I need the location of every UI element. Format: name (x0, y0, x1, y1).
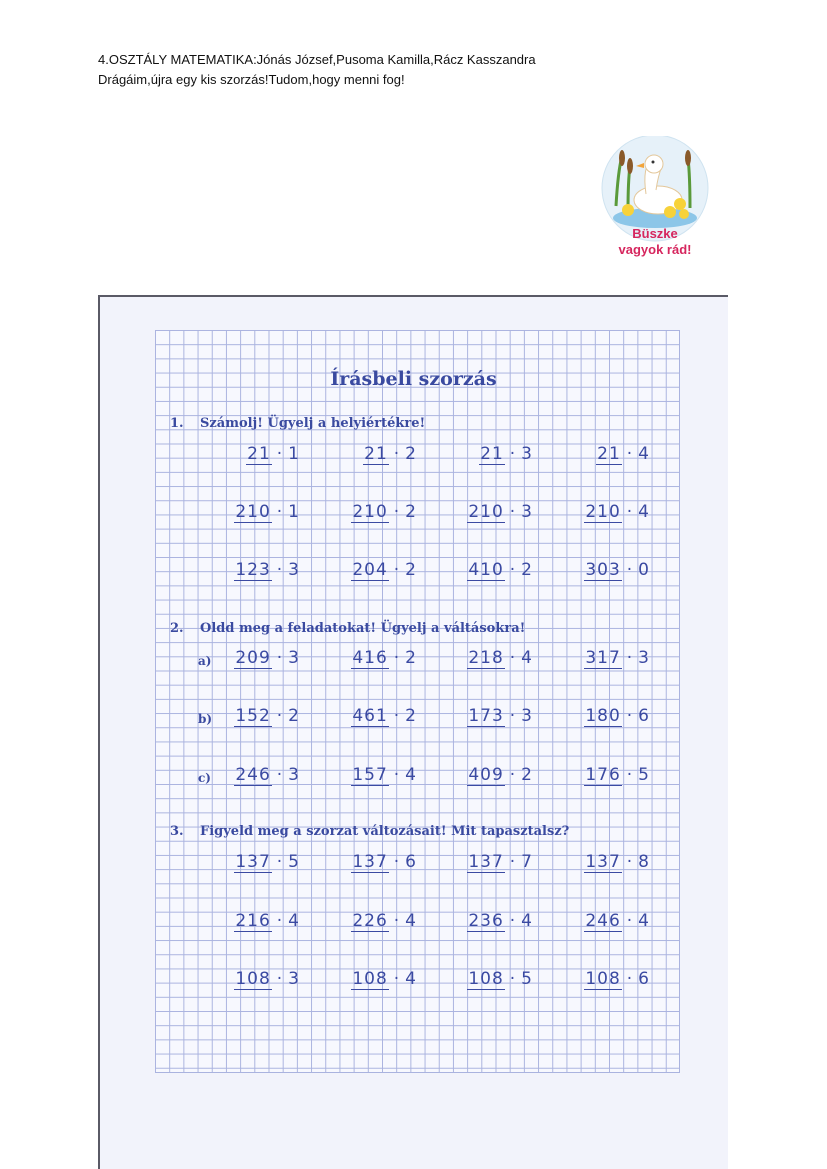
row-label: c) (198, 771, 211, 785)
multiplication-exercise (307, 765, 417, 785)
header-message: Drágáim,újra egy kis szorzás!Tudom,hogy menni fog! (98, 72, 405, 87)
multiplier: 3 (521, 444, 533, 464)
multiplier: 2 (405, 560, 417, 580)
multiplicand: 246 (235, 765, 271, 785)
multiply-sign: · (626, 502, 634, 522)
multiplicand: 152 (235, 706, 271, 726)
multiplication-exercise (190, 706, 300, 726)
multiplicand: 108 (235, 969, 271, 989)
multiply-sign: · (393, 765, 401, 785)
multiplier: 0 (638, 560, 650, 580)
multiplicand: 416 (352, 648, 388, 668)
multiplicand: 218 (468, 648, 504, 668)
multiplicand: 303 (585, 560, 621, 580)
multiplication-exercise (540, 502, 650, 522)
multiplicand: 204 (352, 560, 388, 580)
multiplication-exercise (190, 765, 300, 785)
multiply-sign: · (276, 502, 284, 522)
multiplicand: 176 (585, 765, 621, 785)
multiplier: 2 (405, 648, 417, 668)
page-header (98, 50, 536, 90)
multiply-sign: · (626, 444, 634, 464)
multiply-sign: · (276, 560, 284, 580)
multiplication-exercise (540, 765, 650, 785)
multiplier: 2 (521, 765, 533, 785)
multiply-sign: · (276, 852, 284, 872)
multiplier: 5 (638, 765, 650, 785)
multiplication-exercise (307, 911, 417, 931)
multiplication-exercise (307, 560, 417, 580)
multiplication-exercise (190, 852, 300, 872)
row-label: a) (198, 654, 212, 668)
multiply-sign: · (626, 560, 634, 580)
multiply-sign: · (626, 648, 634, 668)
multiply-sign: · (393, 911, 401, 931)
multiply-sign: · (509, 560, 517, 580)
multiplicand: 21 (480, 444, 504, 464)
multiply-sign: · (626, 852, 634, 872)
multiplicand: 137 (585, 852, 621, 872)
task-instruction: Oldd meg a feladatokat! Ügyelj a váltásokra! (200, 621, 526, 636)
multiply-sign: · (276, 706, 284, 726)
multiplicand: 209 (235, 648, 271, 668)
badge-line1: Büszke (632, 226, 678, 241)
multiplication-exercise (190, 560, 300, 580)
multiplier: 3 (521, 502, 533, 522)
multiply-sign: · (276, 648, 284, 668)
multiply-sign: · (509, 852, 517, 872)
multiply-sign: · (509, 969, 517, 989)
multiply-sign: · (393, 502, 401, 522)
multiplicand: 246 (585, 911, 621, 931)
multiplier: 6 (405, 852, 417, 872)
multiplier: 2 (405, 444, 417, 464)
multiply-sign: · (276, 444, 284, 464)
multiplicand: 108 (585, 969, 621, 989)
multiply-sign: · (509, 502, 517, 522)
multiplier: 6 (638, 706, 650, 726)
multiplier: 4 (405, 765, 417, 785)
multiplication-exercise (540, 560, 650, 580)
multiplicand: 410 (468, 560, 504, 580)
task-number: 2. (170, 621, 184, 636)
multiply-sign: · (509, 765, 517, 785)
multiplicand: 236 (468, 911, 504, 931)
multiplication-exercise (190, 648, 300, 668)
multiplier: 4 (638, 444, 650, 464)
multiplication-exercise (423, 765, 533, 785)
task-heading-2 (170, 621, 525, 636)
task-heading-1 (170, 416, 425, 431)
multiplicand: 137 (235, 852, 271, 872)
multiply-sign: · (626, 706, 634, 726)
multiplicand: 210 (352, 502, 388, 522)
multiplicand: 226 (352, 911, 388, 931)
task-instruction: Figyeld meg a szorzat változásait! Mit tapasztalsz? (200, 824, 570, 839)
header-title: 4.OSZTÁLY MATEMATIKA:Jónás József,Pusoma Kamilla,Rácz Kasszandra (98, 52, 536, 67)
multiplication-exercise (423, 560, 533, 580)
multiplicand: 461 (352, 706, 388, 726)
multiplicand: 173 (468, 706, 504, 726)
multiplier: 5 (521, 969, 533, 989)
multiplication-exercise (423, 911, 533, 931)
multiplicand: 317 (585, 648, 621, 668)
multiplication-exercise (190, 969, 300, 989)
multiply-sign: · (393, 852, 401, 872)
multiplier: 4 (521, 648, 533, 668)
multiplier: 4 (638, 502, 650, 522)
duck-family-icon (598, 136, 712, 266)
multiplicand: 108 (352, 969, 388, 989)
badge-line2: vagyok rád! (618, 242, 692, 257)
multiply-sign: · (276, 911, 284, 931)
multiplication-exercise (190, 911, 300, 931)
multiply-sign: · (626, 911, 634, 931)
task-number: 1. (170, 416, 184, 431)
multiplicand: 21 (364, 444, 388, 464)
multiplication-exercise (540, 706, 650, 726)
multiplication-exercise (423, 706, 533, 726)
multiply-sign: · (393, 969, 401, 989)
multiply-sign: · (393, 560, 401, 580)
multiplier: 4 (405, 911, 417, 931)
multiplication-exercise (423, 969, 533, 989)
multiply-sign: · (509, 706, 517, 726)
multiplier: 4 (288, 911, 300, 931)
multiplier: 3 (288, 765, 300, 785)
multiplier: 4 (638, 911, 650, 931)
multiplier: 1 (288, 444, 300, 464)
multiplier: 3 (288, 560, 300, 580)
multiplicand: 137 (468, 852, 504, 872)
worksheet-title: Írásbeli szorzás (330, 368, 497, 390)
multiplication-exercise (307, 648, 417, 668)
multiply-sign: · (509, 911, 517, 931)
multiply-sign: · (276, 765, 284, 785)
multiply-sign: · (626, 969, 634, 989)
multiplicand: 157 (352, 765, 388, 785)
task-instruction: Számolj! Ügyelj a helyiértékre! (200, 416, 426, 431)
multiplication-exercise (423, 648, 533, 668)
multiplication-exercise (423, 852, 533, 872)
multiplicand: 409 (468, 765, 504, 785)
multiplicand: 180 (585, 706, 621, 726)
multiplication-exercise (307, 969, 417, 989)
multiplier: 3 (638, 648, 650, 668)
multiply-sign: · (509, 444, 517, 464)
grid-paper (155, 330, 680, 1073)
multiplication-exercise (307, 852, 417, 872)
multiplier: 7 (521, 852, 533, 872)
multiply-sign: · (393, 444, 401, 464)
multiplicand: 137 (352, 852, 388, 872)
multiplicand: 210 (585, 502, 621, 522)
multiplier: 8 (638, 852, 650, 872)
multiply-sign: · (626, 765, 634, 785)
multiplication-exercise (540, 444, 650, 464)
multiplication-exercise (190, 502, 300, 522)
multiplication-exercise (540, 969, 650, 989)
multiplier: 2 (405, 706, 417, 726)
multiplication-exercise (540, 852, 650, 872)
multiplication-exercise (540, 911, 650, 931)
multiplier: 4 (405, 969, 417, 989)
multiply-sign: · (393, 648, 401, 668)
multiplication-exercise (423, 502, 533, 522)
multiply-sign: · (276, 969, 284, 989)
multiplicand: 216 (235, 911, 271, 931)
multiplicand: 210 (235, 502, 271, 522)
multiplier: 3 (521, 706, 533, 726)
multiplier: 2 (521, 560, 533, 580)
row-label: b) (198, 712, 213, 726)
multiplier: 3 (288, 969, 300, 989)
multiplicand: 123 (235, 560, 271, 580)
multiply-sign: · (393, 706, 401, 726)
multiplier: 2 (405, 502, 417, 522)
multiplicand: 21 (247, 444, 271, 464)
multiplier: 5 (288, 852, 300, 872)
multiply-sign: · (509, 648, 517, 668)
multiplication-exercise (307, 706, 417, 726)
task-heading-3 (170, 824, 569, 839)
multiplicand: 210 (468, 502, 504, 522)
multiplication-exercise (423, 444, 533, 464)
multiplicand: 21 (597, 444, 621, 464)
multiplier: 4 (521, 911, 533, 931)
multiplicand: 108 (468, 969, 504, 989)
multiplication-exercise (307, 444, 417, 464)
task-number: 3. (170, 824, 184, 839)
multiplier: 6 (638, 969, 650, 989)
multiplier: 1 (288, 502, 300, 522)
multiplication-exercise (307, 502, 417, 522)
multiplier: 2 (288, 706, 300, 726)
multiplier: 3 (288, 648, 300, 668)
multiplication-exercise (190, 444, 300, 464)
multiplication-exercise (540, 648, 650, 668)
